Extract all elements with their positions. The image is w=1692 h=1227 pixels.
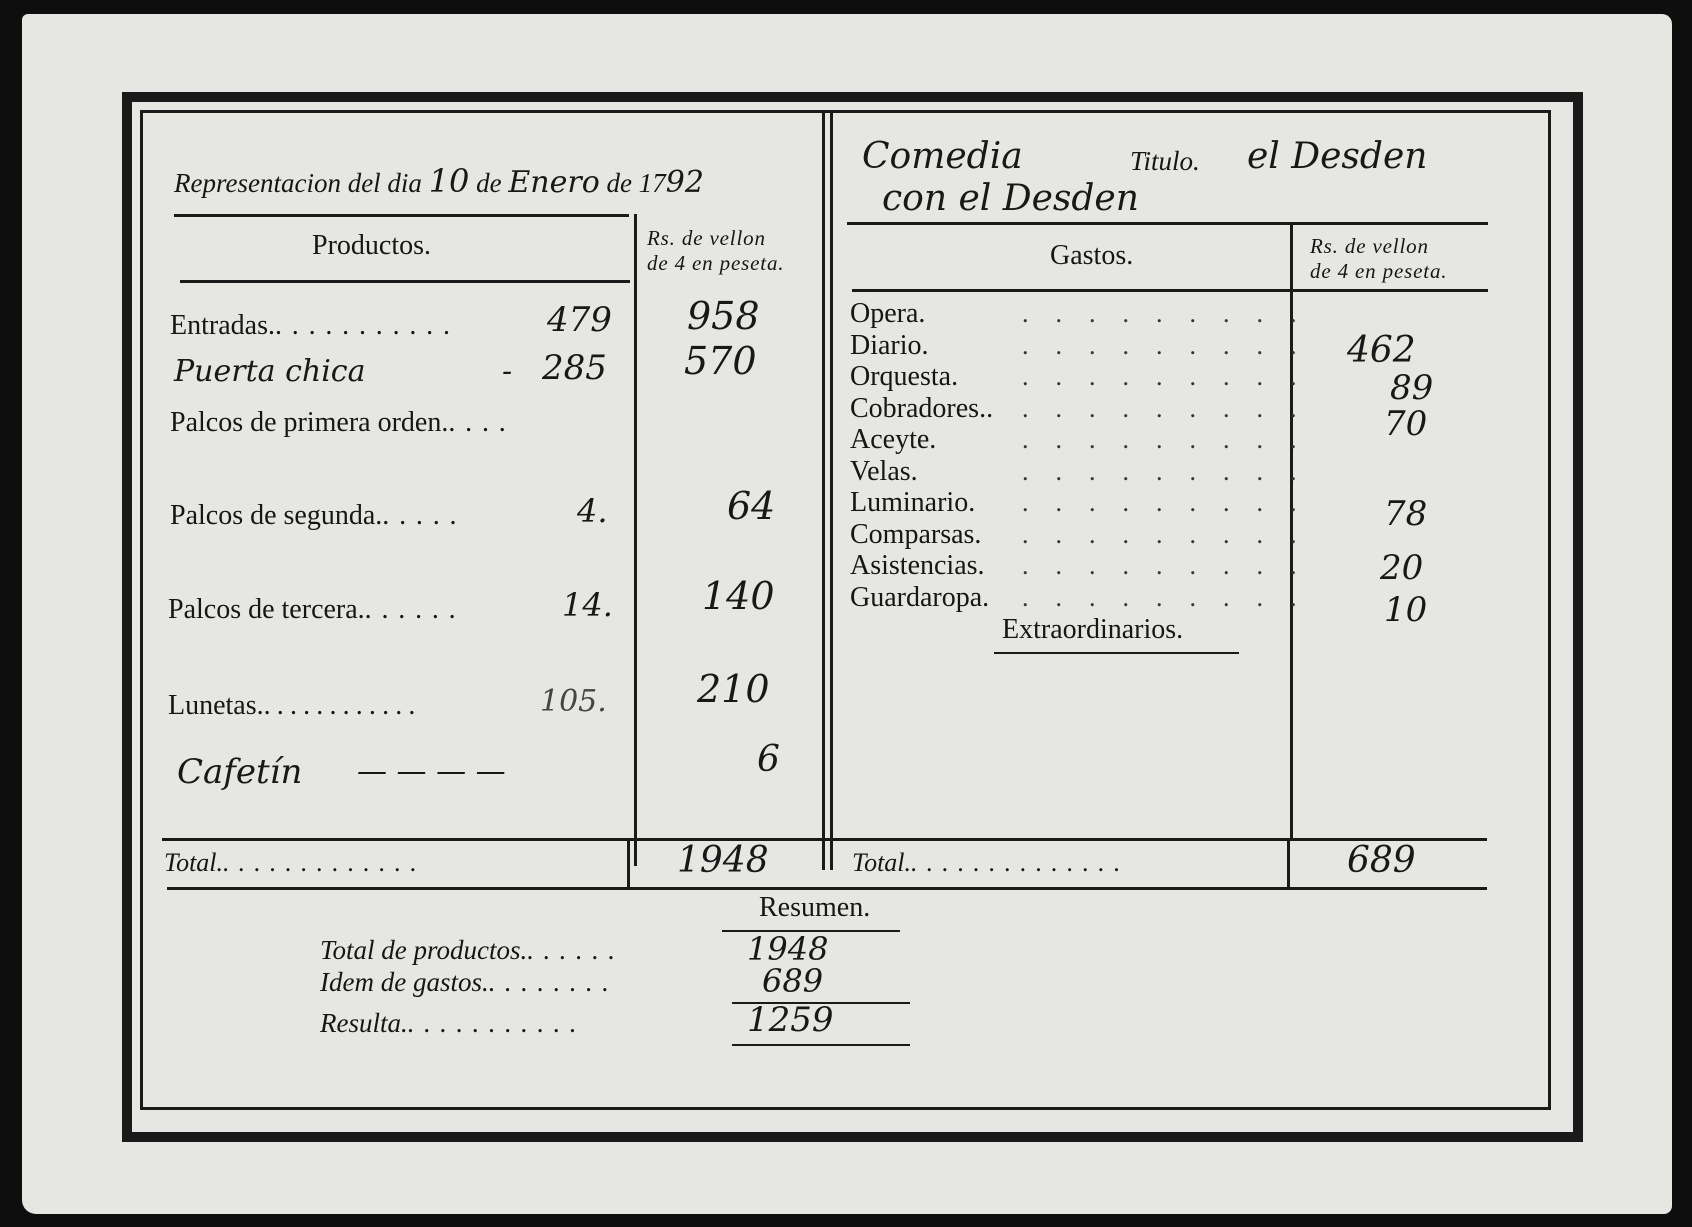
gastos-row [850, 424, 993, 456]
gastos-units-2: de 4 en peseta. [1310, 259, 1448, 283]
row-count: 14. [562, 586, 613, 624]
gastos-units-1: Rs. de vellon [1310, 234, 1429, 258]
row-leader: - [502, 354, 513, 389]
productos-heading: Productos. [312, 230, 431, 261]
productos-row [170, 407, 516, 439]
row-label: Puerta chica [174, 354, 366, 389]
row-leader: ..... [382, 500, 467, 531]
rule [180, 280, 630, 283]
gastos-row [850, 550, 993, 582]
row-amount: 140 [702, 574, 775, 618]
total-label: Total. [852, 848, 912, 877]
row-count: 285 [542, 348, 607, 388]
col-divider [634, 214, 637, 866]
row-label: Entradas. [170, 310, 275, 341]
row-label: Aceyte. [850, 424, 937, 455]
rule [732, 1044, 910, 1046]
resumen-row [320, 967, 618, 998]
productos-units-1: Rs. de vellon [647, 226, 766, 250]
gastos-row [850, 487, 993, 519]
gastos-amount: 70 [1384, 404, 1428, 444]
row-label: Diario. [850, 329, 929, 361]
resumen-leader: ...... [527, 935, 625, 965]
resumen-leader: ........ [488, 967, 619, 997]
row-count: 105. [540, 684, 607, 719]
row-label: Palcos de segunda. [170, 500, 383, 531]
gastos-row [850, 298, 993, 330]
titulo-label: Titulo. [1130, 146, 1200, 176]
comedia-handwritten: Comedia [862, 136, 1023, 177]
gastos-heading: Gastos. [1050, 240, 1134, 271]
row-leader: ............ [263, 690, 422, 721]
resumen-value: 689 [762, 962, 824, 1000]
resumen-value: 1259 [747, 1000, 834, 1040]
gastos-amount: 78 [1384, 494, 1428, 534]
row-label: Palcos de primera orden. [170, 407, 449, 438]
row-leader: ........... [274, 310, 460, 341]
productos-row [170, 310, 460, 342]
form-frame [122, 92, 1587, 1142]
representation-label: Representacion del dia [174, 168, 422, 198]
gastos-amount: 89 [1390, 368, 1434, 408]
year-prefix: 17 [638, 168, 666, 198]
row-label: Palcos de tercera. [168, 594, 365, 625]
resumen-label: Idem de gastos. [320, 967, 489, 997]
row-count: 479 [547, 300, 612, 340]
resumen-row [320, 935, 624, 966]
row-label: Luminario. [850, 487, 976, 518]
row-label: Cafetín [177, 752, 303, 792]
de-label-2: de [606, 168, 633, 198]
col-divider [830, 112, 833, 870]
row-amount: 6 [757, 739, 780, 780]
resumen-leader: ........... [407, 1008, 586, 1038]
row-count: 4. [577, 492, 608, 530]
extraordinarios-label: Extraordinarios. [1002, 614, 1184, 645]
total-leader: ............. [223, 848, 426, 877]
col-divider [1287, 838, 1290, 888]
productos-units-2: de 4 en peseta. [647, 251, 785, 275]
ticket-card [22, 14, 1672, 1214]
rule [994, 652, 1239, 654]
rule [847, 222, 1488, 225]
year-suffix: 92 [665, 165, 704, 200]
resumen-row [320, 1008, 586, 1039]
row-leader: — — — — [357, 754, 506, 789]
title-line-2: con el Desden [882, 178, 1139, 219]
row-label: Comparsas. [850, 518, 982, 550]
row-label: Cobradores.. [850, 392, 994, 424]
productos-row [168, 594, 465, 626]
resumen-heading: Resumen. [759, 892, 871, 923]
row-leader: ...... [364, 594, 466, 625]
productos-total-row [164, 848, 426, 878]
de-label: de [476, 168, 502, 198]
productos-total-value: 1948 [677, 840, 769, 881]
gastos-amount: 462 [1347, 330, 1416, 371]
resumen-label: Resulta. [320, 1008, 408, 1038]
row-label: Lunetas. [168, 690, 264, 721]
title-line-1: el Desden [1247, 136, 1428, 177]
col-divider [627, 838, 630, 888]
gastos-total-value: 689 [1347, 840, 1416, 881]
gastos-row [850, 519, 993, 551]
gastos-row [850, 456, 993, 488]
gastos-row [850, 582, 993, 614]
month-value: Enero [508, 165, 600, 200]
total-leader: .............. [911, 848, 1130, 877]
day-value: 10 [428, 162, 470, 200]
gastos-list [850, 298, 993, 613]
rule [174, 214, 629, 217]
row-label: Asistencias. [850, 550, 985, 581]
resumen-label: Total de productos. [320, 935, 528, 965]
gastos-amount: 10 [1384, 590, 1428, 630]
row-label: Opera. [850, 298, 926, 329]
row-amount: 570 [684, 339, 757, 383]
gastos-total-row [852, 848, 1129, 878]
resumen-value: 1948 [747, 930, 829, 968]
col-divider [822, 112, 825, 870]
row-amount: 210 [697, 667, 770, 711]
gastos-dot-leaders: ......... ......... ......... ......... ......... ......... ......... ......... ......... ......... [1022, 299, 1324, 612]
row-label: Velas. [850, 455, 918, 487]
row-amount: 958 [687, 294, 760, 338]
gastos-row [850, 361, 993, 393]
row-leader: .... [448, 407, 516, 438]
rule [852, 289, 1488, 292]
row-amount: 64 [727, 484, 776, 528]
gastos-row [850, 330, 993, 362]
row-label: Guardaropa. [850, 581, 990, 613]
gastos-row [850, 393, 993, 425]
total-label: Total. [164, 848, 224, 877]
gastos-amount: 20 [1380, 548, 1424, 588]
representation-line [174, 162, 704, 200]
productos-row [170, 500, 466, 532]
productos-row [168, 690, 422, 722]
row-label: Orquesta. [850, 361, 959, 392]
